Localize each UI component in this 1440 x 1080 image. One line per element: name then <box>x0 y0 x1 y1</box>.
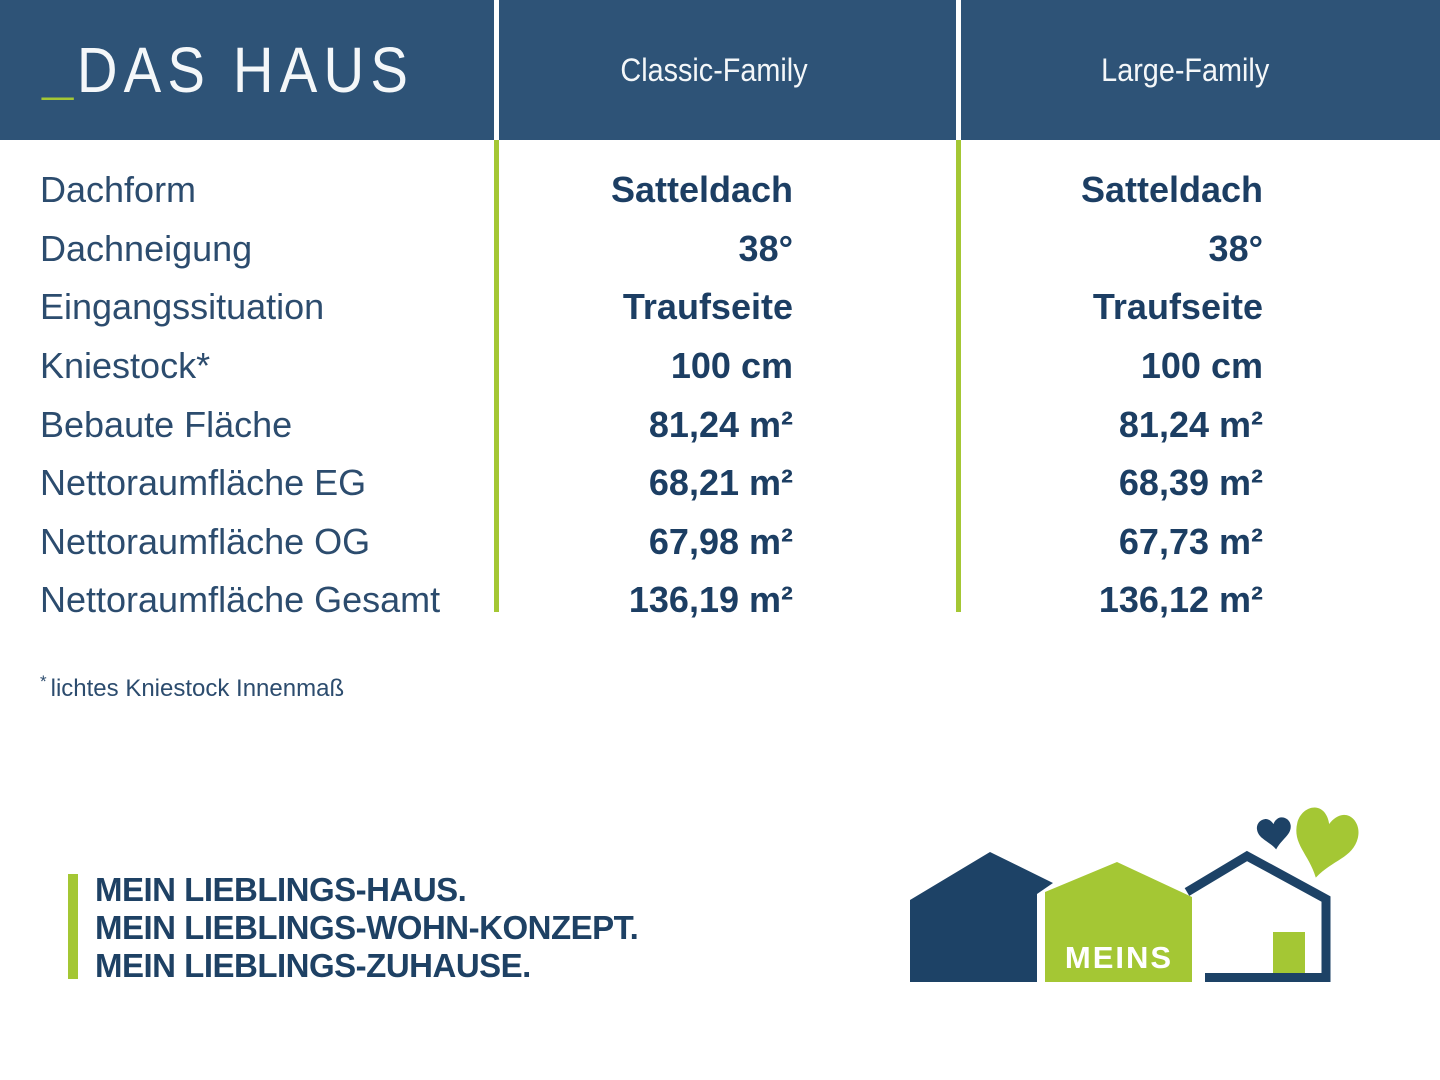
row-label: Nettoraumfläche EG <box>40 462 367 504</box>
row-label: Eingangssituation <box>40 286 325 328</box>
logo-heart-green-icon <box>1286 804 1363 885</box>
row-value-classic: 68,21 m² <box>648 462 793 504</box>
row-value-large: 38° <box>1208 227 1263 269</box>
slogan-line-1: MEIN LIEBLINGS-HAUS. <box>95 871 467 908</box>
row-value-large: 68,39 m² <box>1118 462 1263 504</box>
column-header-large-family: Large-Family <box>1101 51 1270 88</box>
row-value-classic: Traufseite <box>622 286 793 328</box>
slogan-accent-bar <box>68 874 78 979</box>
row-value-classic: 38° <box>738 227 793 269</box>
spec-table <box>0 161 1440 630</box>
table-row <box>0 161 1440 220</box>
footnote-text: lichtes Kniestock Innenmaß <box>50 675 345 702</box>
row-value-large: 100 cm <box>1140 345 1263 387</box>
logo-heart-blue-icon <box>1256 816 1293 851</box>
row-label: Dachform <box>40 169 197 211</box>
logo-wordmark: MEINS <box>1064 940 1174 975</box>
row-value-classic: 81,24 m² <box>648 403 793 445</box>
title-underscore-accent: _ <box>42 34 74 106</box>
row-value-large: 67,73 m² <box>1118 520 1263 562</box>
slogan-line-3: MEIN LIEBLINGS-ZUHAUSE. <box>95 947 531 984</box>
brand-logo <box>890 800 1370 1000</box>
logo-house-outline-roof-wall <box>1187 856 1326 982</box>
slogan <box>95 871 638 985</box>
header-bar <box>0 0 1440 140</box>
row-value-large: 136,12 m² <box>1098 579 1263 621</box>
row-value-classic: 136,19 m² <box>628 579 793 621</box>
table-row <box>0 454 1440 513</box>
row-label: Nettoraumfläche OG <box>40 520 371 562</box>
row-value-classic: 67,98 m² <box>648 520 793 562</box>
slogan-line-2: MEIN LIEBLINGS-WOHN-KONZEPT. <box>95 909 639 946</box>
table-row <box>0 571 1440 630</box>
table-row <box>0 513 1440 572</box>
row-value-classic: 100 cm <box>670 345 793 387</box>
row-value-large: Traufseite <box>1092 286 1263 328</box>
footnote-asterisk: * <box>40 672 47 691</box>
row-label: Nettoraumfläche Gesamt <box>40 579 441 621</box>
footnote <box>40 672 344 703</box>
row-value-large: 81,24 m² <box>1118 403 1263 445</box>
row-label: Bebaute Fläche <box>40 403 293 445</box>
logo-house-blue <box>910 852 1053 982</box>
row-label: Kniestock* <box>40 345 211 387</box>
logo-house-door <box>1273 932 1305 973</box>
table-row <box>0 395 1440 454</box>
row-value-classic: Satteldach <box>610 169 793 211</box>
page-title <box>42 0 465 140</box>
row-label: Dachneigung <box>40 227 253 269</box>
table-row <box>0 220 1440 279</box>
table-row <box>0 337 1440 396</box>
header-divider-1 <box>494 0 499 140</box>
table-row <box>0 278 1440 337</box>
row-value-large: Satteldach <box>1080 169 1263 211</box>
page-title-text: DAS HAUS <box>76 34 415 106</box>
header-divider-2 <box>956 0 961 140</box>
column-header-classic-family: Classic-Family <box>620 51 808 88</box>
